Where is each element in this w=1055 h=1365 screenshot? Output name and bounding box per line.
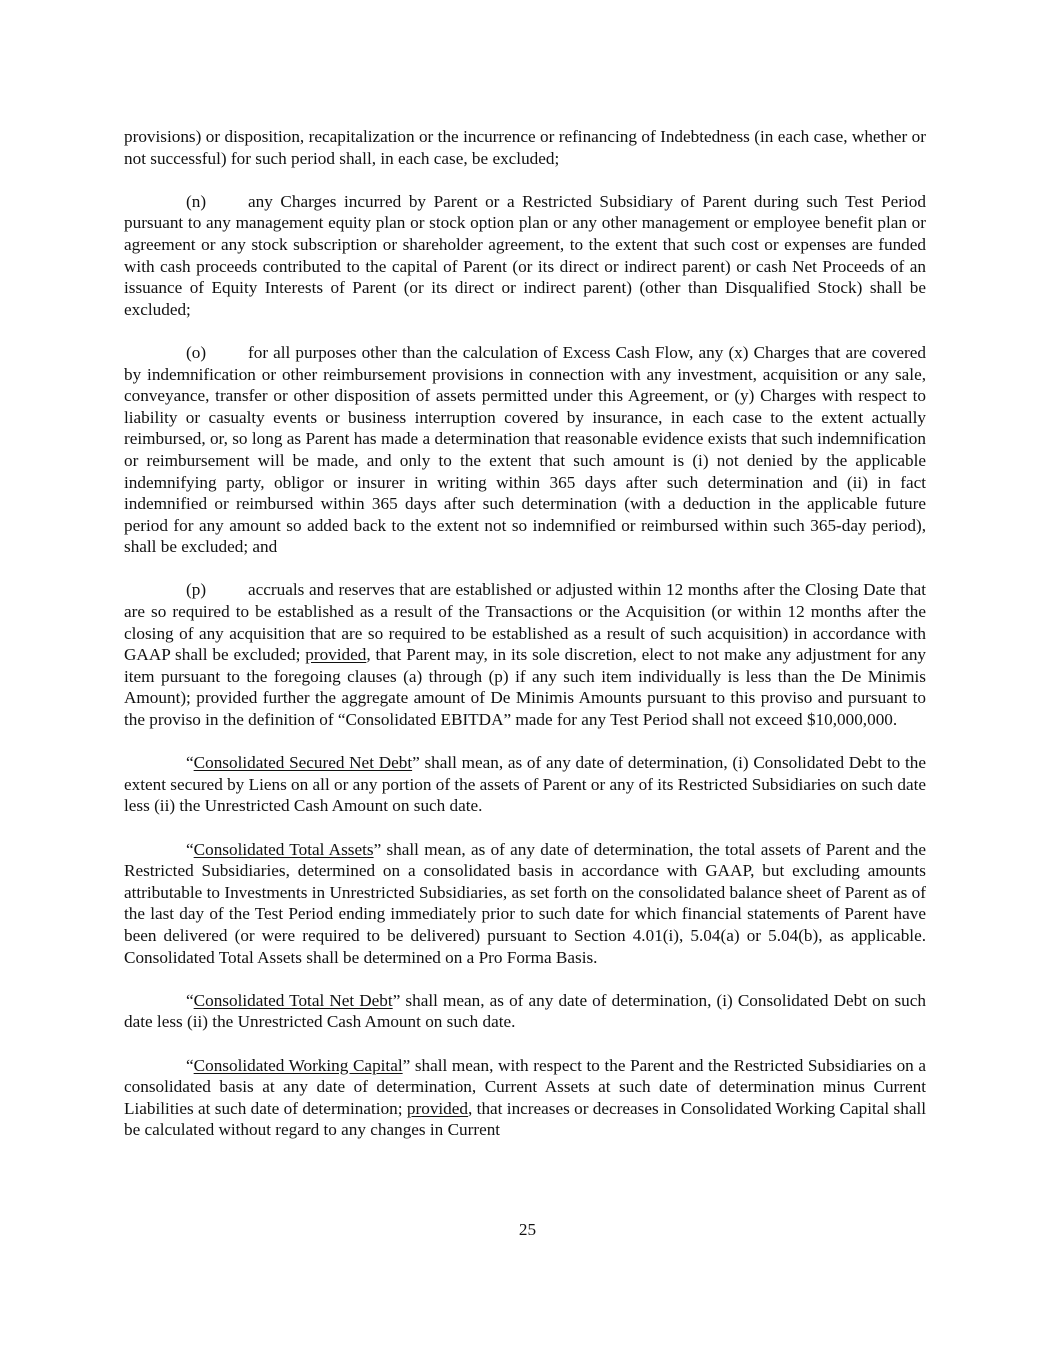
open-quote: “	[186, 839, 194, 859]
clause-text-p-before: accruals and reserves that are established or adjusted within 12 months after the Closing Date that are so required to be established as a result of the Transactions or the Acquisition (or within 12 months after the closing of any acquisition that are so required to be established as a result of such acquisition) in accordance with GAAP shall be excluded;	[124, 580, 926, 665]
definition-consolidated-working-capital	[124, 1055, 926, 1141]
clause-label-n: (n)	[186, 191, 207, 211]
provided-term: provided	[406, 1098, 469, 1118]
clause-text-n: any Charges incurred by Parent or a Restricted Subsidiary of Parent during such Test Period pursuant to any management equity plan or stock option plan or any other management or employee benefit plan or agreement or any stock subscription or shareholder agreement, to the extent that such cost or expenses are funded with cash proceeds contributed to the capital of Parent (or its direct or indirect parent) or cash Net Proceeds of an issuance of Equity Interests of Parent (or its direct or indirect parent) (other than Disqualified Stock) shall be excluded;	[124, 191, 926, 319]
paragraph-m-continuation	[124, 126, 926, 169]
paragraph-n	[124, 191, 926, 321]
clause-text-o: for all purposes other than the calculation of Excess Cash Flow, any (x) Charges that are covered by indemnification or other reimbursement provisions in connection with any investment, acquisition or any sale, conveyance, transfer or other disposition of assets permitted under this Agreement, or (y) Charges with respect to liability or casualty events or business interruption covered by insurance, in each case to the extent actually reimbursed, or, so long as Parent has made a determination that reasonable evidence exists that such indemnification or reimbursement will be made, and only to the extent that such amount is (i) not denied by the applicable indemnifying party, obligor or insurer in writing within 365 days after such determination and (ii) in fact indemnified or reimbursed within 365 days after such determination (with a deduction in the applicable future period for any amount so added back to the extent not so indemnified or reimbursed within such 365-day period), shall be excluded; and	[124, 342, 926, 557]
clause-text-p-after: , that Parent may, in its sole discretion, elect to not make any adjustment for any item pursuant to the foregoing clauses (a) through (p) if any such item individually is less than the De Minimis Amount); provided further the aggregate amount of De Minimis Amounts pursuant to this proviso and pursuant to the proviso in the definition of “Consolidated EBITDA” made for any Test Period shall not exceed $10,000,000.	[124, 645, 927, 730]
clause-label-p: (p)	[186, 580, 207, 600]
definition-text: ” shall mean, as of any date of determination, (i) Consolidated Debt on such date less (ii) the Unrestricted Cash Amount on such date.	[124, 990, 926, 1032]
definition-consolidated-total-net-debt	[124, 990, 926, 1033]
open-quote: “	[186, 753, 194, 773]
page-number: 25	[518, 1220, 537, 1239]
defined-term: Consolidated Working Capital	[193, 1055, 403, 1075]
definition-text-after: , that increases or decreases in Consolidated Working Capital shall be calculated without regard to any changes in Current	[124, 1098, 926, 1140]
defined-term: Consolidated Secured Net Debt	[193, 753, 413, 773]
open-quote: “	[186, 1055, 194, 1075]
paragraph-m-text: provisions) or disposition, recapitalization or the incurrence or refinancing of Indebtedness (in each case, whether or not successful) for such period shall, in each case, be excluded;	[124, 127, 926, 168]
definition-consolidated-secured-net-debt	[124, 752, 926, 817]
definition-consolidated-total-assets	[124, 839, 926, 969]
document-page	[124, 126, 926, 1163]
defined-term: Consolidated Total Assets	[193, 839, 374, 859]
paragraph-o	[124, 342, 926, 558]
provided-term-p: provided	[305, 645, 367, 665]
open-quote: “	[186, 990, 194, 1010]
paragraph-p	[124, 579, 926, 730]
clause-label-o: (o)	[186, 342, 207, 362]
definition-text: ” shall mean, as of any date of determination, (i) Consolidated Debt to the extent secured by Liens on all or any portion of the assets of Parent or any of its Restricted Subsidiaries on such date less (ii) the Unrestricted Cash Amount on such date.	[124, 753, 926, 816]
definition-text: ” shall mean, as of any date of determination, the total assets of Parent and the Restricted Subsidiaries, determined on a consolidated basis in accordance with GAAP, but excluding amounts attributable to Investments in Unrestricted Subsidiaries, as set forth on the consolidated balance sheet of Parent as of the last day of the Test Period ending immediately prior to such date for which financial statements of Parent have been delivered (or were required to be delivered) pursuant to Section 4.01(i), 5.04(a) or 5.04(b), as applicable. Consolidated Total Assets shall be determined on a Pro Forma Basis.	[124, 839, 926, 967]
defined-term: Consolidated Total Net Debt	[193, 990, 393, 1010]
definition-text-before: ” shall mean, with respect to the Parent and the Restricted Subsidiaries on a consolidated basis at any date of determination, Current Assets at such date of determination minus Current Liabilities at such date of determination;	[124, 1055, 926, 1118]
